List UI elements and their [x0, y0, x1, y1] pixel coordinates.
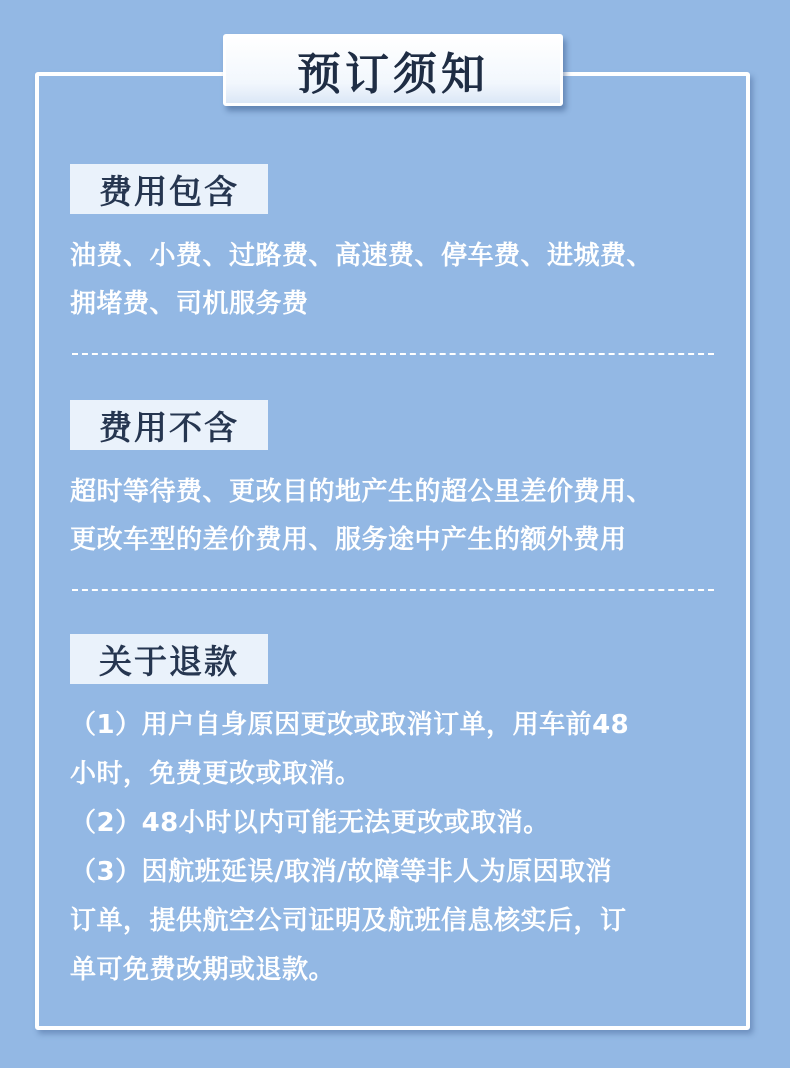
included-line-1: 油费、小费、过路费、高速费、停车费、进城费、 — [70, 241, 654, 271]
title-banner — [223, 34, 563, 106]
section-divider — [72, 353, 714, 355]
refund-line-6: 单可免费改期或退款。 — [70, 955, 336, 985]
refund-line-2: 小时，免费更改或取消。 — [70, 759, 362, 789]
refund-line-5: 订单，提供航空公司证明及航班信息核实后，订 — [70, 906, 627, 936]
excluded-line-1: 超时等待费、更改目的地产生的超公里差价费用、 — [70, 477, 654, 507]
section-body-included — [70, 232, 730, 328]
refund-line-4: （3）因航班延误/取消/故障等非人为原因取消 — [70, 857, 613, 887]
page-title: 预订须知 — [297, 49, 489, 100]
excluded-line-2: 更改车型的差价费用、服务途中产生的额外费用 — [70, 525, 627, 555]
section-heading-excluded: 费用不含 — [70, 400, 268, 450]
refund-line-1: （1）用户自身原因更改或取消订单，用车前48 — [70, 710, 630, 740]
section-heading-included: 费用包含 — [70, 164, 268, 214]
section-body-refund — [70, 701, 730, 995]
refund-line-3: （2）48小时以内可能无法更改或取消。 — [70, 808, 550, 838]
section-divider — [72, 589, 714, 591]
included-line-2: 拥堵费、司机服务费 — [70, 289, 309, 319]
section-body-excluded — [70, 468, 730, 564]
section-heading-refund: 关于退款 — [70, 634, 268, 684]
